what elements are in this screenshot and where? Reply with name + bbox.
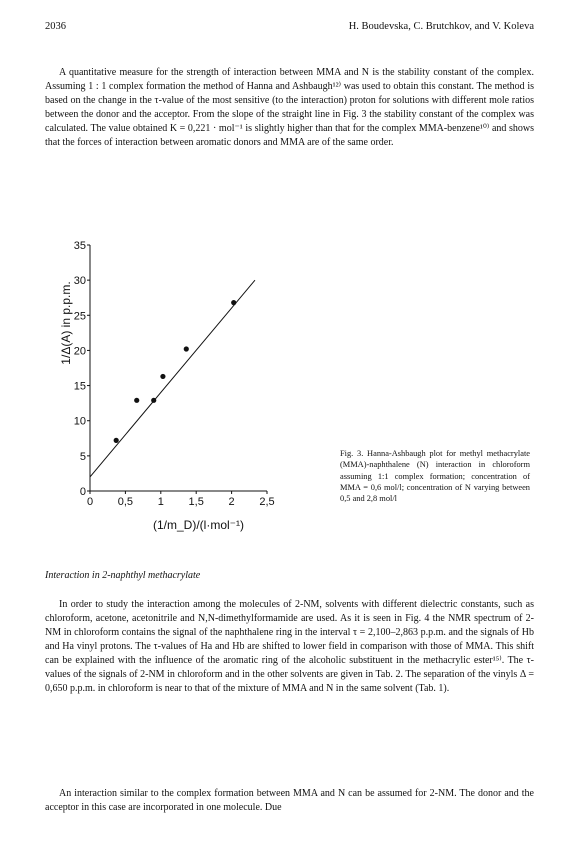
- y-tick-label: 25: [73, 310, 86, 323]
- x-tick-label: 0: [86, 496, 94, 508]
- x-tick-label: 2: [228, 496, 235, 508]
- y-tick-label: 15: [73, 380, 86, 393]
- data-point: [231, 300, 236, 305]
- x-tick-label: 1: [157, 496, 164, 508]
- x-tick-label: 0,5: [117, 496, 134, 508]
- y-tick-label: 20: [73, 345, 86, 358]
- paragraph-3-text: An interaction similar to the complex formation between MMA and N can be assumed for 2-NM. The donor and the acceptor in this case are incorporated in one molecule. Due: [45, 788, 534, 813]
- paragraph-analogy: [45, 787, 534, 815]
- y-tick-label: 5: [79, 450, 86, 463]
- figure-3-caption: Fig. 3. Hanna-Ashbaugh plot for methyl methacrylate (MMA)-naphthalene (N) interaction in chloroform assuming 1:1 complex formation; concentration of MMA = 0,6 mol/l; concentration of N varying between 0,5 and 2,8 mol/l: [340, 449, 530, 504]
- data-point: [114, 438, 119, 443]
- x-tick-label: 1,5: [188, 496, 204, 508]
- y-tick-label: 30: [73, 275, 86, 288]
- paragraph-1-text: A quantitative measure for the strength of interaction between MMA and N is the stability constant of the complex. Assuming 1 : 1 complex formation the method of Hanna and Ashbaugh¹²⁾ was used to obtain this constant. The method is based on the change in the τ-value of the most sensitive (to the interaction) proton for solutions with different mole ratios between the donor and the acceptor. From the slope of the straight line in Fig. 3 the stability constant of the complex was calculated. The value obtained K = 0,221 · mol⁻¹ is slightly higher than that for the complex MMA-benzene¹⁰⁾ and shows that the forces of interaction between aromatic donors and MMA are of the same order.: [45, 67, 534, 148]
- running-head-authors: H. Boudevska, C. Brutchkov, and V. Koleva: [348, 21, 534, 32]
- y-tick-label: 35: [73, 240, 86, 252]
- section-heading: Interaction in 2-naphthyl methacrylate: [45, 570, 201, 581]
- x-axis-title: (1/m_D)/(l·mol⁻¹): [153, 518, 244, 532]
- data-point: [184, 346, 189, 351]
- data-point: [160, 374, 165, 379]
- page-number: 2036: [45, 21, 66, 32]
- y-tick-label: 10: [73, 415, 86, 428]
- data-point: [134, 398, 139, 403]
- paragraph-2-naphthyl: [45, 598, 534, 696]
- paragraph-2-text: In order to study the interaction among the molecules of 2-NM, solvents with different dielectric constants, such as chloroform, acetone, acetonitrile and N,N-dimethylformamide are used. As it is seen in Fig. 4 the NMR spectrum of 2-NM in chloroform contains the signal of the naphthalene ring in the interval τ = 2,100–2,863 p.p.m. and the signals of Hb and Ha vinyl protons. The τ-values of Ha and Hb are shifted to lower field in comparison with those of MMA. This shift can be explained with the influence of the aromatic ring of the alcoholic substituent in the methacrylic ester¹⁵⁾. The τ-values of the signals of 2-NM in chloroform and in the other solvents are given in Tab. 2. The separation of the vinyls Δ = 0,650 p.p.m. in chloroform is near to that of the mixture of MMA and N in the same solvent (Tab. 1).: [45, 599, 534, 694]
- y-tick-label: 0: [79, 486, 86, 498]
- data-point: [151, 398, 156, 403]
- fit-line: [90, 280, 255, 477]
- y-axis-title: 1/Δ(A) in p.p.m.: [59, 281, 73, 365]
- x-tick-label: 2,5: [259, 496, 275, 508]
